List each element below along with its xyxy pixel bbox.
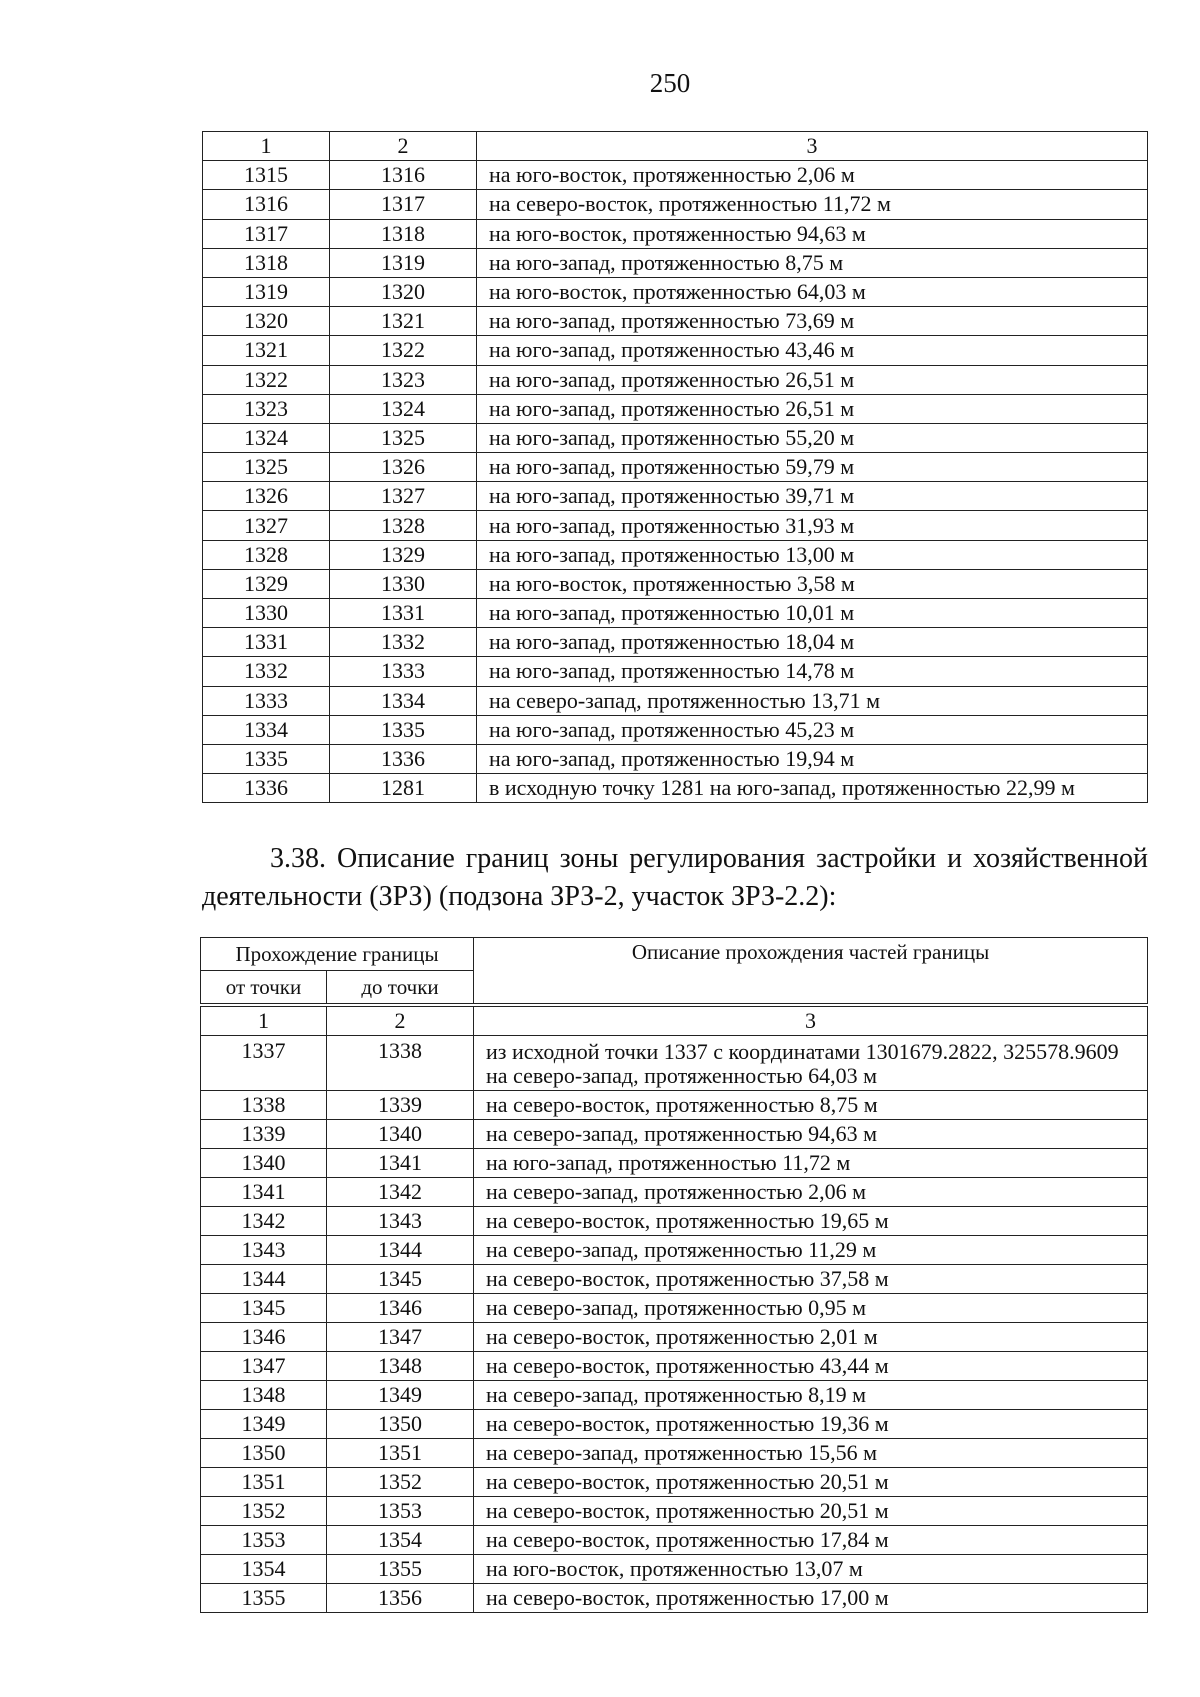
to-point-cell: 1322 — [330, 336, 477, 365]
description-cell: на юго-запад, протяженностью 39,71 м — [477, 482, 1148, 511]
column-number-3: 3 — [474, 1005, 1148, 1036]
table-row — [203, 336, 1148, 365]
table-row — [203, 453, 1148, 482]
to-point-cell: 1329 — [330, 540, 477, 569]
from-point-cell: 1340 — [201, 1149, 327, 1178]
to-point-cell: 1350 — [327, 1410, 474, 1439]
from-point-cell: 1315 — [203, 161, 330, 190]
table-row — [203, 715, 1148, 744]
from-point-cell: 1348 — [201, 1381, 327, 1410]
to-point-cell: 1333 — [330, 657, 477, 686]
description-cell: на юго-запад, протяженностью 26,51 м — [477, 365, 1148, 394]
to-point-cell: 1347 — [327, 1323, 474, 1352]
to-point-cell: 1340 — [327, 1120, 474, 1149]
description-cell: на юго-запад, протяженностью 43,46 м — [477, 336, 1148, 365]
boundary-table-1 — [202, 131, 1148, 803]
description-cell: на северо-запад, протяженностью 2,06 м — [474, 1178, 1148, 1207]
to-point-cell: 1349 — [327, 1381, 474, 1410]
table-row — [203, 248, 1148, 277]
table-row — [201, 1120, 1148, 1149]
description-cell: на юго-запад, протяженностью 31,93 м — [477, 511, 1148, 540]
to-point-cell: 1319 — [330, 248, 477, 277]
to-point-cell: 1343 — [327, 1207, 474, 1236]
section-title-line-2: деятельности (ЗРЗ) (подзона ЗРЗ-2, участок ЗРЗ-2.2): — [202, 880, 837, 912]
table-row — [203, 774, 1148, 803]
column-number-2: 2 — [327, 1005, 474, 1036]
to-point-cell: 1344 — [327, 1236, 474, 1265]
description-cell: на северо-восток, протяженностью 37,58 м — [474, 1265, 1148, 1294]
table-row — [203, 277, 1148, 306]
table-row — [203, 744, 1148, 773]
description-cell: на северо-восток, протяженностью 2,01 м — [474, 1323, 1148, 1352]
header-boundary-passage: Прохождение границы — [201, 938, 474, 971]
column-number-3: 3 — [477, 132, 1148, 161]
table-row — [203, 511, 1148, 540]
description-cell: на юго-запад, протяженностью 11,72 м — [474, 1149, 1148, 1178]
description-cell: на юго-запад, протяженностью 19,94 м — [477, 744, 1148, 773]
table-row — [201, 1352, 1148, 1381]
table-row — [201, 1207, 1148, 1236]
from-point-cell: 1341 — [201, 1178, 327, 1207]
table-row — [201, 1236, 1148, 1265]
from-point-cell: 1332 — [203, 657, 330, 686]
table-row — [201, 1091, 1148, 1120]
table-row — [203, 161, 1148, 190]
from-point-cell: 1352 — [201, 1497, 327, 1526]
column-number-1: 1 — [201, 1005, 327, 1036]
column-number-2: 2 — [330, 132, 477, 161]
from-point-cell: 1344 — [201, 1265, 327, 1294]
description-cell: на юго-восток, протяженностью 64,03 м — [477, 277, 1148, 306]
to-point-cell: 1327 — [330, 482, 477, 511]
from-point-cell: 1350 — [201, 1439, 327, 1468]
from-point-cell: 1334 — [203, 715, 330, 744]
to-point-cell: 1356 — [327, 1584, 474, 1613]
to-point-cell: 1321 — [330, 307, 477, 336]
description-cell: на северо-запад, протяженностью 0,95 м — [474, 1294, 1148, 1323]
from-point-cell: 1343 — [201, 1236, 327, 1265]
from-point-cell: 1325 — [203, 453, 330, 482]
table-row — [203, 307, 1148, 336]
table-row — [201, 1149, 1148, 1178]
header-boundary-description: Описание прохождения частей границы — [474, 938, 1148, 1006]
to-point-cell: 1324 — [330, 394, 477, 423]
description-cell: на северо-восток, протяженностью 8,75 м — [474, 1091, 1148, 1120]
table-row — [203, 190, 1148, 219]
boundary-table-2 — [200, 937, 1148, 1613]
from-point-cell: 1320 — [203, 307, 330, 336]
to-point-cell: 1353 — [327, 1497, 474, 1526]
description-cell: на северо-восток, протяженностью 20,51 м — [474, 1468, 1148, 1497]
table-row — [201, 1294, 1148, 1323]
description-cell: на северо-восток, протяженностью 19,65 м — [474, 1207, 1148, 1236]
to-point-cell: 1334 — [330, 686, 477, 715]
description-cell: на северо-запад, протяженностью 13,71 м — [477, 686, 1148, 715]
from-point-cell: 1354 — [201, 1555, 327, 1584]
section-title — [202, 840, 1148, 916]
table-numbering-row — [201, 1005, 1148, 1036]
to-point-cell: 1341 — [327, 1149, 474, 1178]
description-cell: на северо-запад, протяженностью 11,29 м — [474, 1236, 1148, 1265]
page-number: 250 — [649, 68, 691, 98]
to-point-cell: 1320 — [330, 277, 477, 306]
table-row — [201, 1410, 1148, 1439]
to-point-cell: 1351 — [327, 1439, 474, 1468]
from-point-cell: 1316 — [203, 190, 330, 219]
from-point-cell: 1319 — [203, 277, 330, 306]
from-point-cell: 1345 — [201, 1294, 327, 1323]
from-point-cell: 1330 — [203, 599, 330, 628]
to-point-cell: 1346 — [327, 1294, 474, 1323]
description-cell: на юго-запад, протяженностью 59,79 м — [477, 453, 1148, 482]
from-point-cell: 1322 — [203, 365, 330, 394]
to-point-cell: 1354 — [327, 1526, 474, 1555]
description-cell: на юго-запад, протяженностью 10,01 м — [477, 599, 1148, 628]
table-row — [203, 365, 1148, 394]
table-row — [203, 540, 1148, 569]
from-point-cell: 1323 — [203, 394, 330, 423]
boundary-table-1-body — [203, 132, 1148, 803]
table-row — [201, 1178, 1148, 1207]
table-row — [201, 1584, 1148, 1613]
description-cell: на юго-запад, протяженностью 18,04 м — [477, 628, 1148, 657]
from-point-cell: 1339 — [201, 1120, 327, 1149]
from-point-cell: 1335 — [203, 744, 330, 773]
description-cell: на юго-восток, протяженностью 94,63 м — [477, 219, 1148, 248]
from-point-cell: 1337 — [201, 1036, 327, 1091]
table-row — [203, 657, 1148, 686]
from-point-cell: 1318 — [203, 248, 330, 277]
description-cell: из исходной точки 1337 с координатами 1301679.2822, 325578.9609 на северо-запад, протяженностью 64,03 м — [474, 1036, 1148, 1091]
to-point-cell: 1316 — [330, 161, 477, 190]
from-point-cell: 1328 — [203, 540, 330, 569]
from-point-cell: 1329 — [203, 569, 330, 598]
table-row — [203, 628, 1148, 657]
header-from-point: от точки — [201, 971, 327, 1006]
table-row — [201, 1381, 1148, 1410]
table-row — [203, 686, 1148, 715]
to-point-cell: 1332 — [330, 628, 477, 657]
from-point-cell: 1336 — [203, 774, 330, 803]
description-cell: на юго-запад, протяженностью 13,00 м — [477, 540, 1148, 569]
description-cell: в исходную точку 1281 на юго-запад, протяженностью 22,99 м — [477, 774, 1148, 803]
description-cell: на северо-восток, протяженностью 17,00 м — [474, 1584, 1148, 1613]
section-title-line-1: 3.38. Описание границ зоны регулирования застройки и хозяйственной — [270, 843, 1148, 874]
description-cell: на юго-запад, протяженностью 55,20 м — [477, 423, 1148, 452]
description-cell: на северо-восток, протяженностью 11,72 м — [477, 190, 1148, 219]
from-point-cell: 1346 — [201, 1323, 327, 1352]
from-point-cell: 1317 — [203, 219, 330, 248]
from-point-cell: 1351 — [201, 1468, 327, 1497]
description-cell: на юго-восток, протяженностью 13,07 м — [474, 1555, 1148, 1584]
table-row — [203, 599, 1148, 628]
table-row — [201, 1265, 1148, 1294]
to-point-cell: 1339 — [327, 1091, 474, 1120]
from-point-cell: 1333 — [203, 686, 330, 715]
from-point-cell: 1353 — [201, 1526, 327, 1555]
table-row — [201, 1323, 1148, 1352]
description-cell: на северо-запад, протяженностью 15,56 м — [474, 1439, 1148, 1468]
table-row — [201, 1439, 1148, 1468]
description-cell: на юго-восток, протяженностью 2,06 м — [477, 161, 1148, 190]
to-point-cell: 1281 — [330, 774, 477, 803]
description-cell: на юго-запад, протяженностью 26,51 м — [477, 394, 1148, 423]
description-cell: на северо-восток, протяженностью 19,36 м — [474, 1410, 1148, 1439]
description-cell: на северо-восток, протяженностью 43,44 м — [474, 1352, 1148, 1381]
column-number-1: 1 — [203, 132, 330, 161]
from-point-cell: 1347 — [201, 1352, 327, 1381]
from-point-cell: 1331 — [203, 628, 330, 657]
to-point-cell: 1352 — [327, 1468, 474, 1497]
to-point-cell: 1318 — [330, 219, 477, 248]
description-cell: на юго-запад, протяженностью 45,23 м — [477, 715, 1148, 744]
to-point-cell: 1345 — [327, 1265, 474, 1294]
from-point-cell: 1327 — [203, 511, 330, 540]
table-row — [203, 219, 1148, 248]
from-point-cell: 1355 — [201, 1584, 327, 1613]
header-to-point: до точки — [327, 971, 474, 1006]
from-point-cell: 1349 — [201, 1410, 327, 1439]
to-point-cell: 1326 — [330, 453, 477, 482]
description-cell: на северо-запад, протяженностью 94,63 м — [474, 1120, 1148, 1149]
to-point-cell: 1328 — [330, 511, 477, 540]
description-cell: на юго-запад, протяженностью 14,78 м — [477, 657, 1148, 686]
from-point-cell: 1326 — [203, 482, 330, 511]
to-point-cell: 1338 — [327, 1036, 474, 1091]
to-point-cell: 1323 — [330, 365, 477, 394]
from-point-cell: 1324 — [203, 423, 330, 452]
description-cell: на северо-восток, протяженностью 20,51 м — [474, 1497, 1148, 1526]
table-header-row — [201, 938, 1148, 971]
description-cell: на юго-восток, протяженностью 3,58 м — [477, 569, 1148, 598]
to-point-cell: 1336 — [330, 744, 477, 773]
table-row — [201, 1468, 1148, 1497]
description-cell: на юго-запад, протяженностью 8,75 м — [477, 248, 1148, 277]
to-point-cell: 1335 — [330, 715, 477, 744]
from-point-cell: 1342 — [201, 1207, 327, 1236]
to-point-cell: 1348 — [327, 1352, 474, 1381]
to-point-cell: 1342 — [327, 1178, 474, 1207]
table-row — [201, 1526, 1148, 1555]
table-row — [203, 423, 1148, 452]
table-row — [201, 1555, 1148, 1584]
table-header-row — [203, 132, 1148, 161]
to-point-cell: 1317 — [330, 190, 477, 219]
table-row — [203, 394, 1148, 423]
from-point-cell: 1321 — [203, 336, 330, 365]
description-cell: на северо-восток, протяженностью 17,84 м — [474, 1526, 1148, 1555]
to-point-cell: 1331 — [330, 599, 477, 628]
table-row — [203, 569, 1148, 598]
table-row — [201, 1497, 1148, 1526]
description-cell: на юго-запад, протяженностью 73,69 м — [477, 307, 1148, 336]
description-cell: на северо-запад, протяженностью 8,19 м — [474, 1381, 1148, 1410]
boundary-table-2-body — [201, 938, 1148, 1613]
table-row — [201, 1036, 1148, 1091]
to-point-cell: 1330 — [330, 569, 477, 598]
to-point-cell: 1355 — [327, 1555, 474, 1584]
from-point-cell: 1338 — [201, 1091, 327, 1120]
table-row — [203, 482, 1148, 511]
to-point-cell: 1325 — [330, 423, 477, 452]
